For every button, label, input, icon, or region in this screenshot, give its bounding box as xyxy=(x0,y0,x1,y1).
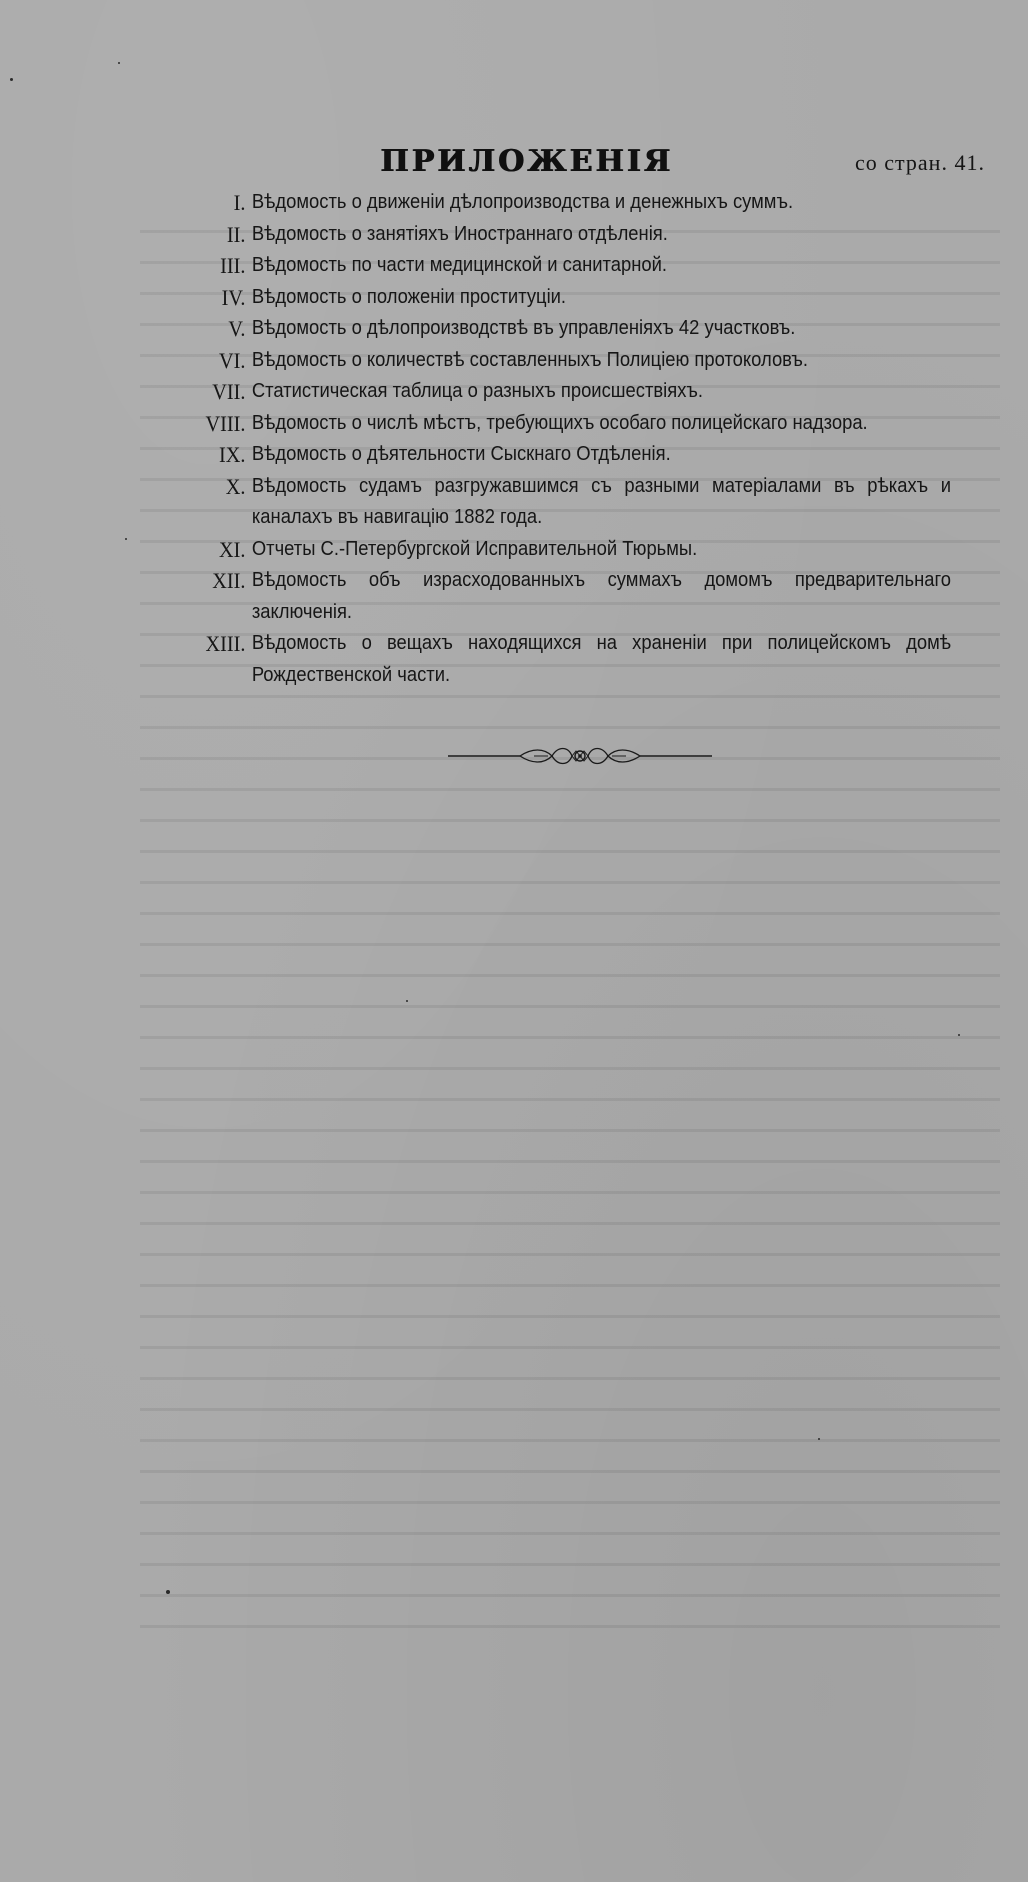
page-title: ПРИЛОЖЕНІЯ xyxy=(380,144,673,179)
list-item xyxy=(20,187,966,219)
speck xyxy=(118,62,120,64)
speck xyxy=(125,538,127,540)
page-reference: со стран. 41. xyxy=(855,150,985,175)
speck xyxy=(958,1034,960,1036)
ornament-divider-icon xyxy=(448,742,712,770)
list-item xyxy=(20,250,966,282)
item-text: Вѣдомость о дѣятельности Сыскнаго Отдѣленія. xyxy=(251,443,671,465)
item-text: Вѣдомость о вещахъ находящихся на храненіи при полицейскомъ домѣ Рождественской части. xyxy=(251,632,952,686)
item-number: I. xyxy=(233,190,246,215)
speck xyxy=(166,1590,170,1594)
item-number: XIII. xyxy=(205,631,246,656)
item-text: Вѣдомость объ израсходованныхъ суммахъ домомъ предварительнаго заключенія. xyxy=(251,569,952,623)
item-text: Вѣдомость о движеніи дѣлопроизводства и денежныхъ суммъ. xyxy=(251,191,794,213)
item-number: IX. xyxy=(218,442,246,467)
item-text: Вѣдомость о положеніи проституціи. xyxy=(251,285,567,308)
item-number: X. xyxy=(225,473,246,499)
item-number: XII. xyxy=(212,568,246,593)
list-item xyxy=(20,219,966,251)
item-text: Вѣдомость по части медицинской и санитарной. xyxy=(251,254,668,276)
item-text: Вѣдомость о количествѣ составленныхъ Полиціею протоколовъ. xyxy=(251,348,808,371)
list-item xyxy=(20,565,966,628)
list-item xyxy=(20,282,966,314)
item-text: Статистическая таблица о разныхъ происшествіяхъ. xyxy=(251,380,704,402)
item-text: Вѣдомость о занятіяхъ Иностраннаго отдѣленія. xyxy=(251,222,668,245)
item-text: Вѣдомость о числѣ мѣстъ, требующихъ особаго полицейскаго надзора. xyxy=(251,411,868,434)
item-text: Отчеты С.-Петербургской Исправительной Тюрьмы. xyxy=(251,537,698,560)
item-number: VIII. xyxy=(205,410,246,436)
list-item xyxy=(20,439,966,471)
item-number: V. xyxy=(228,316,246,341)
list-item xyxy=(20,628,966,691)
list-item xyxy=(20,534,966,566)
item-number: XI. xyxy=(218,536,246,562)
list-item xyxy=(20,471,966,534)
list-item xyxy=(20,376,966,408)
item-number: IV. xyxy=(221,284,246,310)
speck xyxy=(818,1438,820,1440)
list-item xyxy=(20,345,966,377)
list-item xyxy=(20,408,966,440)
list-item xyxy=(20,313,966,345)
appendix-list xyxy=(0,187,1028,691)
item-number: II. xyxy=(226,221,246,247)
speck xyxy=(10,78,13,81)
item-text: Вѣдомость судамъ разгружавшимся съ разными матеріалами въ рѣкахъ и каналахъ въ навигацію 1882 года. xyxy=(251,474,952,528)
speck xyxy=(406,1000,408,1002)
item-number: VI. xyxy=(218,347,246,373)
item-text: Вѣдомость о дѣлопроизводствѣ въ управленіяхъ 42 участковъ. xyxy=(251,317,796,339)
item-number: III. xyxy=(220,253,246,278)
item-number: VII. xyxy=(212,379,246,404)
header xyxy=(0,142,1028,182)
